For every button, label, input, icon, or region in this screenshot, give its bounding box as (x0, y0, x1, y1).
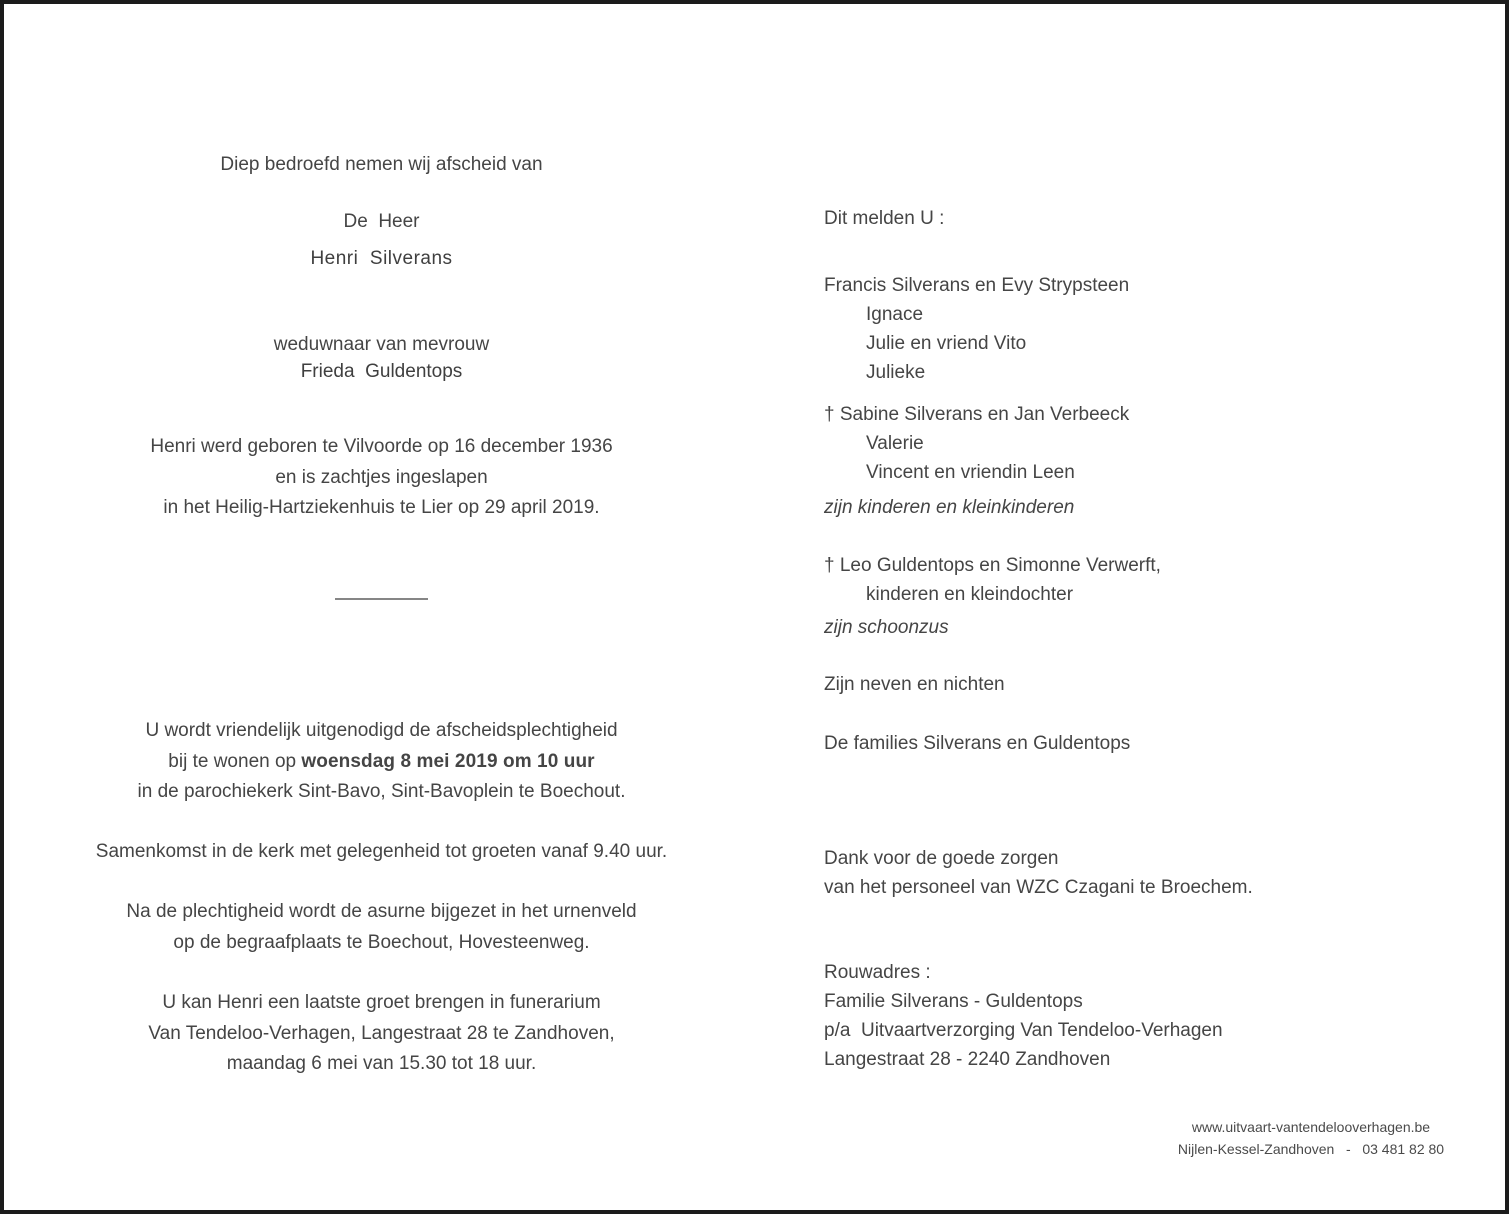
life-line: en is zachtjes ingeslapen (275, 466, 488, 488)
urn-line: Na de plechtigheid wordt de asurne bijgezet in het urnenveld (126, 901, 637, 922)
family-group-1 (824, 271, 1447, 387)
invitation (4, 716, 759, 808)
funeral-home-footer (1149, 1116, 1473, 1160)
spouse-name: Frieda Guldentops (300, 361, 463, 382)
thanks-line: Dank voor de goede zorgen (824, 848, 1059, 869)
gathering-info: Samenkomst in de kerk met gelegenheid tot groeten vanaf 9.40 uur. (95, 841, 668, 862)
invitation-line: U wordt vriendelijk uitgenodigd de afscheidsplechtigheid (145, 720, 618, 741)
family-child: Julieke (866, 362, 926, 383)
honorific: De Heer (343, 211, 420, 232)
mourning-address-label: Rouwadres : (824, 962, 931, 983)
relation-note-children: zijn kinderen en kleinkinderen (824, 497, 1075, 518)
invitation-line: in de parochiekerk Sint-Bavo, Sint-Bavoplein te Boechout. (137, 781, 626, 802)
funerarium-line: Van Tendeloo-Verhagen, Langestraat 28 te Zandhoven, (148, 1022, 615, 1044)
life-line: in het Heilig-Hartziekenhuis te Lier op 29 april 2019. (163, 497, 600, 518)
thanks-note (824, 844, 1447, 902)
intro-line: Diep bedroefd nemen wij afscheid van (220, 154, 543, 175)
family-group-3 (824, 551, 1447, 609)
deceased-name: Henri Silverans (310, 248, 453, 269)
invitation-date-prefix: bij te wonen op (168, 750, 302, 772)
family-child: kinderen en kleindochter (866, 584, 1074, 605)
announcement-column (4, 4, 759, 1210)
invitation-line (4, 747, 759, 778)
families-line: De families Silverans en Guldentops (824, 733, 1131, 754)
relation-note-sister-in-law: zijn schoonzus (824, 617, 949, 638)
invitation-date: woensdag 8 mei 2019 om 10 uur (301, 750, 595, 772)
urn-info (4, 897, 759, 958)
life-line: Henri werd geboren te Vilvoorde op 16 december 1936 (150, 436, 613, 457)
funerarium-line: U kan Henri een laatste groet brengen in funerarium (162, 992, 601, 1013)
family-head: Francis Silverans en Evy Strypsteen (824, 275, 1130, 296)
mourning-address-line: Langestraat 28 - 2240 Zandhoven (824, 1049, 1111, 1070)
family-column (824, 4, 1447, 1210)
family-group-2 (824, 400, 1447, 487)
divider-line (335, 598, 428, 600)
mourning-address-line: Familie Silverans - Guldentops (824, 991, 1083, 1012)
nephews-line: Zijn neven en nichten (824, 674, 1005, 695)
family-child: Julie en vriend Vito (866, 333, 1027, 354)
announcement-label: Dit melden U : (824, 208, 945, 229)
funerarium-line: maandag 6 mei van 15.30 tot 18 uur. (226, 1053, 537, 1074)
family-head: † Sabine Silverans en Jan Verbeeck (824, 404, 1130, 425)
urn-line: op de begraafplaats te Boechout, Hovesteenweg. (173, 931, 590, 953)
family-child: Vincent en vriendin Leen (866, 462, 1075, 483)
life-info (4, 432, 759, 524)
funerarium-info (4, 988, 759, 1080)
family-child: Ignace (866, 304, 924, 325)
family-child: Valerie (866, 433, 924, 454)
footer-regions-phone: Nijlen-Kessel-Zandhoven - 03 481 82 80 (1177, 1141, 1445, 1157)
widower-line: weduwnaar van mevrouw (273, 334, 490, 355)
mourning-address (824, 958, 1447, 1074)
thanks-line: van het personeel van WZC Czagani te Broechem. (824, 877, 1253, 898)
family-head: † Leo Guldentops en Simonne Verwerft, (824, 555, 1161, 576)
mourning-address-line: p/a Uitvaartverzorging Van Tendeloo-Verhagen (824, 1020, 1223, 1041)
footer-website: www.uitvaart-vantendelooverhagen.be (1191, 1119, 1431, 1135)
